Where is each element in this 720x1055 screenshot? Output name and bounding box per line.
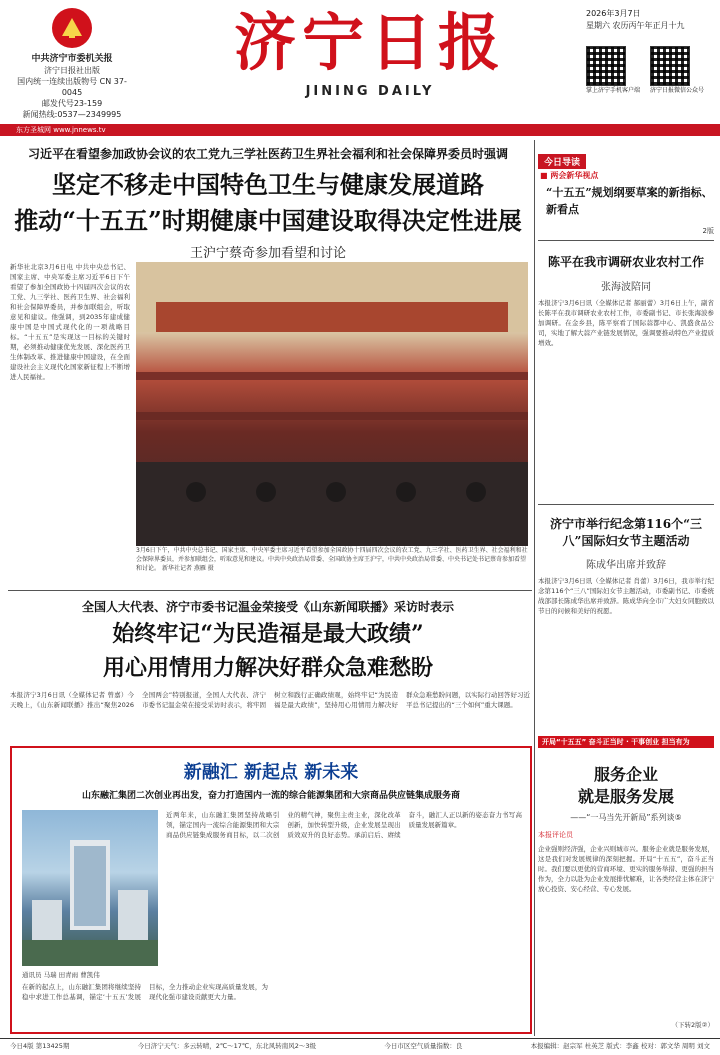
photo-caption-text: 3月6日下午，中共中央总书记、国家主席、中央军委主席习近平看望参加全国政协十四届四次会议的农工党、九三学社、医药卫生界、社会福利和社会保障界委员，并参加联组会，听取意见和建议。中共中央政治局常委、全国政协主席王沪宁，中共中央政治局常委、中央书记处书记蔡奇参加看望和讨论。 <box>136 547 528 572</box>
digest-item-page[interactable]: 2版 <box>702 227 714 235</box>
second-headline-1[interactable]: 始终牢记“为民造福是最大政绩” <box>112 621 424 647</box>
special-photo-credit: 通讯员 马瑞 田青雨 曹凯伟 <box>22 971 100 979</box>
footer-weather: 今日济宁天气：多云转晴，2℃～17℃，东北风转南风2～3级 <box>137 1042 316 1050</box>
qr-code-icon[interactable] <box>650 46 690 86</box>
qr-row <box>586 46 716 95</box>
commentary-subtitle: ——“一马当先开新局”系列谈⑤ <box>570 813 682 822</box>
column-divider <box>534 140 535 1036</box>
date-block <box>586 8 716 95</box>
series-banner: 开局“十五五” 奋斗正当时 · 干事创业 担当有为 <box>538 736 714 748</box>
digest-tag-label: 今日导读 <box>538 154 586 169</box>
story-2-title[interactable]: 济宁市举行纪念第116个“三八”国际妇女节主题活动 <box>550 517 702 548</box>
building-photo-icon <box>22 810 158 966</box>
special-feature <box>10 746 532 1034</box>
special-headline[interactable]: 新融汇 新起点 新未来 <box>183 762 359 783</box>
weekday-lunar: 星期六 农历丙午年正月十九 <box>586 21 685 30</box>
lead-photo-caption <box>136 546 528 573</box>
conference-scene-icon <box>136 262 528 546</box>
postal-code: 邮发代号23-159 <box>41 99 103 108</box>
issuer: 济宁日报社出版 <box>44 66 100 75</box>
lead-kicker: 习近平在看望参加政协会议的农工党九三学社医药卫生界社会福利和社会保障界委员时强调 <box>27 147 508 161</box>
digest-item-title[interactable]: “十五五”规划纲要草案的新指标、新看点 <box>546 186 713 216</box>
photo-credit: 新华社记者 燕雁 摄 <box>161 565 214 572</box>
news-hotline: 新闻热线:0537—2349995 <box>22 110 122 119</box>
lead-body: 新华社北京3月6日电 中共中央总书记、国家主席、中央军委主席习近平6日下午看望了参加全国政协十四届四次会议的农工党、九三学社、医药卫生界、社会福利和社会保障界委员，并参加联组会，听取意见和建议。他强调，到2035年建成健康中国是中国式现代化的一项战略目标。“十五五”是实现这一目标的关键时期，必须推动健康优先发展、深化医药卫生体制改革、推进健康中国建设，在全面建设社会主义现代化国家新征程上不断增进人民福祉。 <box>10 263 130 381</box>
lead-headline-2[interactable]: 推动“十五五”时期健康中国建设取得决定性进展 <box>14 206 522 235</box>
masthead <box>0 0 720 128</box>
second-body: 本报济宁3月6日讯（全媒体记者 曾嘉）今天晚上，《山东新闻联播》推出“聚焦2026全国两会”特别报道，全国人大代表、济宁市委书记温金荣在接受采访时表示，将牢固树立和践行正确政绩观，始终牢记“为民造福是最大政绩”，坚持用心用情用力解决好群众急难愁盼问题，以实际行动回答好习近平总书记提出的“三个如何”重大课题。 <box>10 691 530 709</box>
footer-editors: 本报编辑：赵宗军 杜英芝 版式：李鑫 校对：郭文华 周明 刘文 <box>530 1042 710 1050</box>
site-bar[interactable]: 东方圣城网 www.jnnews.tv <box>0 124 720 136</box>
special-photo[interactable] <box>22 810 158 966</box>
party-emblem-icon <box>50 6 94 50</box>
cn-number: 国内统一连续出版物号 CN 37-0045 <box>17 77 127 97</box>
divider <box>538 240 714 241</box>
publisher-block <box>12 6 132 119</box>
commentary-continued[interactable]: （下转2版②） <box>671 1021 714 1029</box>
digest-item-label: 两会新华视点 <box>550 171 599 180</box>
title-english: JINING DAILY <box>305 84 435 99</box>
lead-headline-1[interactable]: 坚定不移走中国特色卫生与健康发展道路 <box>52 170 484 199</box>
qr-wechat-caption: 济宁日报微信公众号 <box>650 87 705 94</box>
story-2-body: 本报济宁3月6日讯（全媒体记者 肖蕾）3月6日，我市举行纪念第116个“三八”国际妇女节主题活动，市委副书记、市委统战部部长陈成华出席并致辞。陈成华向全市广大妇女同胞致以节日的问候和美好的祝愿。 <box>538 577 714 615</box>
digest-item-tag <box>540 170 598 181</box>
qr-wechat[interactable] <box>650 46 706 95</box>
divider <box>8 590 532 591</box>
divider <box>538 504 714 505</box>
story-1-subtitle: 张海波陪同 <box>601 282 651 293</box>
qr-app-caption: 掌上济宁手机客户端 <box>586 87 641 94</box>
commentary-headline-1[interactable]: 服务企业 <box>593 765 658 784</box>
lead-photo[interactable] <box>136 262 528 546</box>
lead-subhead: 王沪宁蔡奇参加看望和讨论 <box>189 246 346 261</box>
commentary-box <box>538 754 714 1034</box>
second-kicker: 全国人大代表、济宁市委书记温金荣接受《山东新闻联播》采访时表示 <box>81 600 454 614</box>
story-1-body: 本报济宁3月6日讯（全媒体记者 郝丽蕾）3月6日上午，副省长陈平在我市调研农业农村工作，市委副书记、市长张海波参加调研。在金乡县，陈平察看了国际蒜都中心、凯盛食品公司，实地了解大蒜产业链发展情况，强调要推动特色产业提质增效。 <box>538 299 714 347</box>
commentary-headline-2[interactable]: 就是服务发展 <box>577 787 674 806</box>
newspaper-title <box>200 6 540 106</box>
footer-air: 今日市区空气质量指数：良 <box>384 1042 463 1050</box>
footer-issue: 今日4版 第13425期 <box>10 1042 70 1050</box>
special-subhead: 山东融汇集团二次创业再出发，奋力打造国内一流的综合能源集团和大宗商品供应链集成服务商 <box>81 791 460 801</box>
digest-tag <box>538 150 714 168</box>
footer <box>0 1038 720 1054</box>
commentary-byline: 本报评论员 <box>538 831 573 839</box>
second-headline-2[interactable]: 用心用情用力解决好群众急难愁盼 <box>102 655 433 681</box>
story-1-title[interactable]: 陈平在我市调研农业农村工作 <box>547 255 704 269</box>
title-chinese: 济宁日报 <box>233 6 506 79</box>
qr-app[interactable] <box>586 46 642 95</box>
issue-date: 2026年3月7日 <box>586 9 641 18</box>
special-body: 近两年来，山东融汇集团坚持战略引领，锚定国内一流综合能源集团和大宗商品供应链集成服务商目标，以二次创业的精气神，聚焦主责主业，深化改革创新，加快转型升级，企业发展呈现出质效双升的良好态势。承前启后、赓续奋斗，融汇人正以新的姿态奋力书写高质量发展新篇章。 <box>166 811 522 839</box>
qr-code-icon[interactable] <box>586 46 626 86</box>
publisher-name: 中共济宁市委机关报 <box>31 54 113 64</box>
square-bullet-icon: ■ <box>540 171 551 180</box>
commentary-body: 企业强则经济强，企业兴则城市兴。服务企业就是服务发展，这是我们对发展规律的深刻把握。开局“十五五”，奋斗正当时。我们要以更优的营商环境、更实的服务举措、更强的担当作为，全力以赴为企业发展排忧解难，让各类经营主体在济宁放心投资、安心经营、专心发展。 <box>538 845 714 893</box>
special-body-2: 在新的起点上，山东融汇集团将继续坚持稳中求进工作总基调，锚定‘十五五’发展目标，全力推动企业实现高质量发展，为现代化强市建设贡献更大力量。 <box>22 983 268 1001</box>
story-2-subtitle: 陈成华出席并致辞 <box>586 560 666 571</box>
